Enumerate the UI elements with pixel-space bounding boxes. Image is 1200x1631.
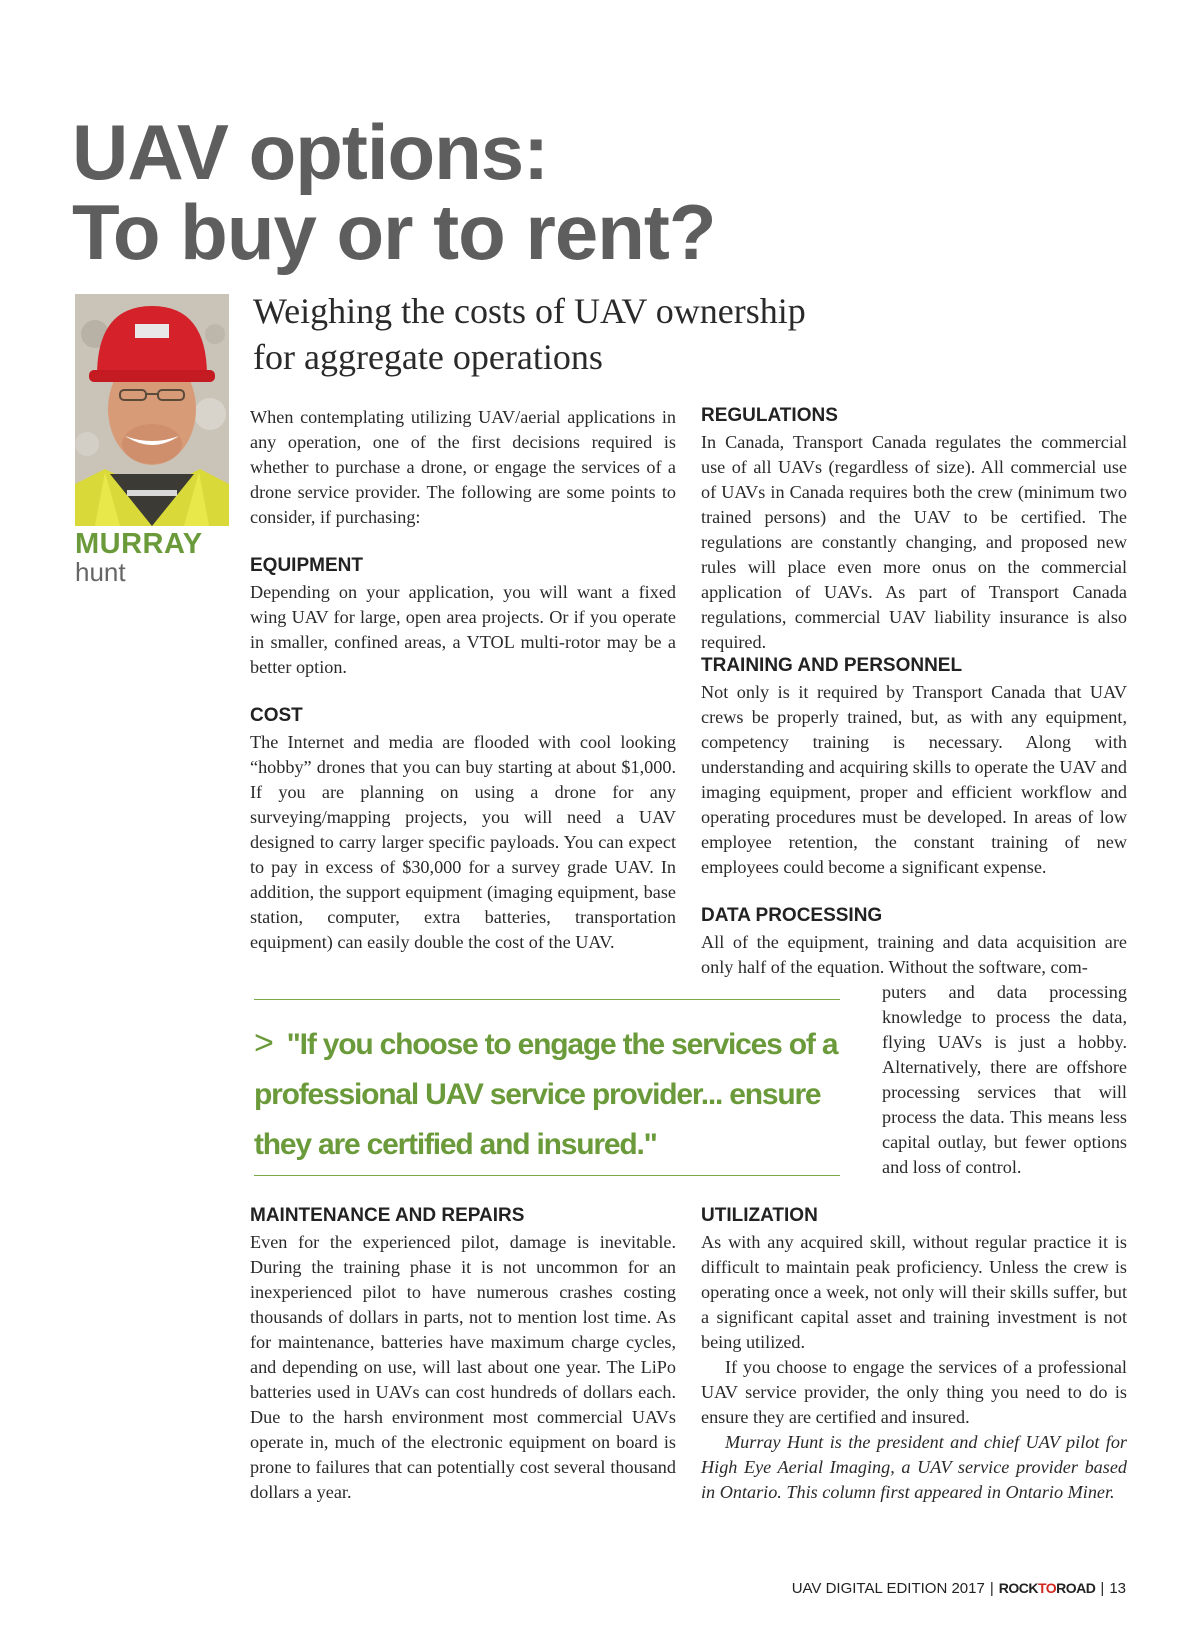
- footer-separator-2: |: [1100, 1580, 1105, 1597]
- author-last-name: hunt: [75, 557, 126, 587]
- maintenance-heading: MAINTENANCE AND REPAIRS: [250, 1205, 525, 1226]
- author-photo: [75, 294, 229, 526]
- pull-quote: [254, 1018, 854, 1170]
- article-subtitle-line-1: Weighing the costs of UAV ownership: [253, 291, 806, 331]
- brand-road: ROAD: [1056, 1580, 1096, 1596]
- article-title-line-2: To buy or to rent?: [72, 188, 716, 276]
- intro-paragraph: When contemplating utilizing UAV/aerial applications in any operation, one of the first decisions required is whether to purchase a drone, or engage the services of a drone service provider. The following are some points to consider, if purchasing:: [250, 407, 676, 527]
- article-title-line-1: UAV options:: [72, 108, 549, 196]
- regulations-heading: REGULATIONS: [701, 405, 838, 426]
- author-bio: Murray Hunt is the president and chief UAV pilot for High Eye Aerial Imaging, a UAV service provider based in Ontario. This column first appeared in Ontario Miner.: [701, 1432, 1127, 1502]
- training-heading: TRAINING AND PERSONNEL: [701, 655, 963, 676]
- maintenance-paragraph: Even for the experienced pilot, damage is inevitable. During the training phase it is not uncommon for an inexperienced pilot to have numerous crashes costing thousands of dollars in parts, not to mention lost time. As for maintenance, batteries have maximum charge cycles, and depending on use, will last about one year. The LiPo batteries used in UAVs can cost hundreds of dollars each. Due to the harsh environment most commercial UAVs operate in, much of the electronic equipment on board is prone to failures that can potentially cost several thousand dollars a year.: [250, 1232, 676, 1502]
- brand-rock: ROCK: [998, 1580, 1038, 1596]
- pull-quote-top-rule: [254, 999, 840, 1000]
- footer-separator: |: [989, 1580, 994, 1597]
- pull-quote-bottom-rule: [254, 1175, 840, 1176]
- utilization-paragraph-2: If you choose to engage the services of a professional UAV service provider, the only thing you need to do is ensure they are certified and insured.: [701, 1357, 1127, 1427]
- article-title: [72, 108, 716, 276]
- pull-quote-text: "If you choose to engage the services of a professional UAV service provider... ensure they are certified and insured.": [254, 1028, 838, 1161]
- data-processing-paragraph-continued: puters and data processing knowledge to process the data, flying UAVs is just a hobby. Alternatively, there are offshore processing services that will process the data. This means less capital outlay, but fewer options and loss of control.: [882, 982, 1127, 1177]
- page-footer: [792, 1578, 1126, 1599]
- footer-brand-logo: [999, 1580, 1096, 1596]
- brand-to: TO: [1037, 1580, 1057, 1596]
- footer-page-number: 13: [1109, 1580, 1126, 1597]
- data-processing-paragraph: All of the equipment, training and data acquisition are only half of the equation. Without the software, com-: [701, 932, 1127, 977]
- cost-heading: COST: [250, 705, 303, 726]
- cost-paragraph: The Internet and media are flooded with cool looking “hobby” drones that you can buy starting at about $1,000. If you are planning on using a drone for any surveying/mapping projects, you will need a UAV designed to carry larger specific payloads. You can expect to pay in excess of $30,000 for a survey grade UAV. In addition, the support equipment (imaging equipment, base station, computer, extra batteries, transportation equipment) can easily double the cost of the UAV.: [250, 732, 676, 952]
- equipment-paragraph: Depending on your application, you will want a fixed wing UAV for large, open area projects. Or if you operate in smaller, confined areas, a VTOL multi-rotor may be a better option.: [250, 582, 676, 677]
- training-paragraph: Not only is it required by Transport Canada that UAV crews be properly trained, but, as with any equipment, competency training is necessary. Along with understanding and acquiring skills to operate the UAV and imaging equipment, proper and efficient workflow and operating procedures must be developed. In areas of low employee retention, the constant training of new employees could become a significant expense.: [701, 682, 1127, 877]
- pull-quote-arrow-icon: >: [254, 1024, 273, 1062]
- author-first-name: MURRAY: [75, 528, 203, 560]
- author-portrait-icon: [75, 294, 229, 526]
- utilization-paragraph: As with any acquired skill, without regular practice it is difficult to maintain peak proficiency. Unless the crew is operating once a week, not only will their skills suffer, but a significant capital asset and training investment is not being utilized.: [701, 1232, 1127, 1352]
- article-subtitle-line-2: for aggregate operations: [253, 337, 603, 377]
- regulations-paragraph: In Canada, Transport Canada regulates the commercial use of all UAVs (regardless of size). All commercial use of UAVs in Canada requires both the crew (minimum two trained persons) and the UAV to be certified. The regulations are constantly changing, and proposed new rules will place even more onus on the commercial application of UAVs. As part of Transport Canada regulations, commercial UAV liability insurance is also required.: [701, 432, 1127, 652]
- data-processing-heading: DATA PROCESSING: [701, 905, 883, 926]
- utilization-heading: UTILIZATION: [701, 1205, 818, 1226]
- article-subtitle: [253, 288, 806, 380]
- equipment-heading: EQUIPMENT: [250, 555, 363, 576]
- footer-edition: UAV DIGITAL EDITION 2017: [791, 1580, 985, 1597]
